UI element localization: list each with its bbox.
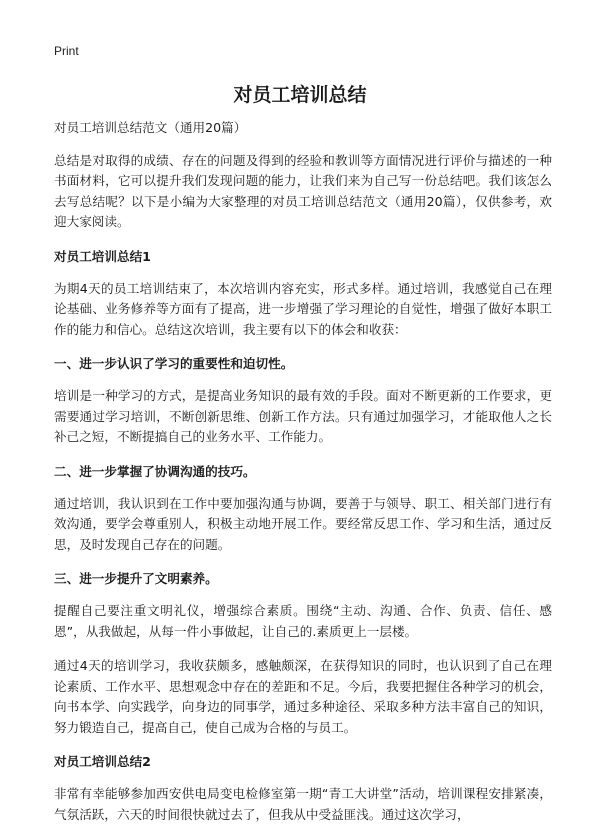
paragraph: 提醒自己要注重文明礼仪，增强综合素质。围绕“主动、沟通、合作、负责、信任、感恩”，从我做起，从每一件小事做起，让自己的.素质更上一层楼。 — [54, 603, 552, 639]
section-heading-1: 对员工培训总结1 — [54, 248, 151, 264]
article-body — [54, 118, 552, 839]
article-subtitle: 对员工培训总结范文（通用20篇） — [54, 120, 247, 135]
page-title: 对员工培训总结 — [233, 84, 367, 106]
paragraph: 为期4天的员工培训结束了，本次培训内容充实，形式多样。通过培训，我感觉自己在理论基础、业务修养等方面有了提高，进一步增强了学习理论的自觉性，增强了做好本职工作的能力和信心。总结这次培训，我主要有以下的体会和收获： — [54, 280, 552, 337]
subheading-1: 一、进一步认识了学习的重要性和迫切性。 — [54, 356, 294, 371]
intro-paragraph: 总结是对取得的成绩、存在的问题及得到的经验和教训等方面情况进行评价与描述的一种书面材料，它可以提升我们发现问题的能力，让我们来为自己写一份总结吧。我们该怎么去写总结呢？以下是小编为大家整理的对员工培训总结范文（通用20篇），仅供参考，欢迎大家阅读。 — [54, 152, 552, 229]
paragraph: 通过培训，我认识到在工作中要加强沟通与协调，要善于与领导、职工、相关部门进行有效沟通，要学会尊重别人，积极主动地开展工作。要经常反思工作、学习和生活，通过反思，及时发现自己存在的问题。 — [54, 495, 552, 552]
paragraph: 非常有幸能够参加西安供电局变电检修室第一期“青工大讲堂”活动，培训课程安排紧凑，气氛活跃，六天的时间很快就过去了，但我从中受益匪浅。通过这次学习， — [54, 786, 552, 822]
section-heading-2: 对员工培训总结2 — [54, 754, 151, 769]
subheading-3: 三、进一步提升了文明素养。 — [54, 571, 218, 586]
paragraph: 通过4天的培训学习，我收获颇多，感触颇深，在获得知识的同时，也认识到了自己在理论素质、工作水平、思想观念中存在的差距和不足。今后，我要把握住各种学习的机会，向书本学、向实践学，向身边的同事学，通过多种途径、采取多种方法丰富自己的知识，努力锻造自己，提高自己，使自己成为合格的与员工。 — [54, 658, 552, 735]
subheading-2: 二、进一步掌握了协调沟通的技巧。 — [54, 463, 256, 479]
print-link[interactable]: Print — [54, 44, 79, 58]
paragraph: 培训是一种学习的方式，是提高业务知识的最有效的手段。面对不断更新的工作要求，更需要通过学习培训，不断创新思维、创新工作方法。只有通过加强学习，才能取他人之长补己之短，不断提搞自己的业务水平、工作能力。 — [54, 388, 552, 444]
